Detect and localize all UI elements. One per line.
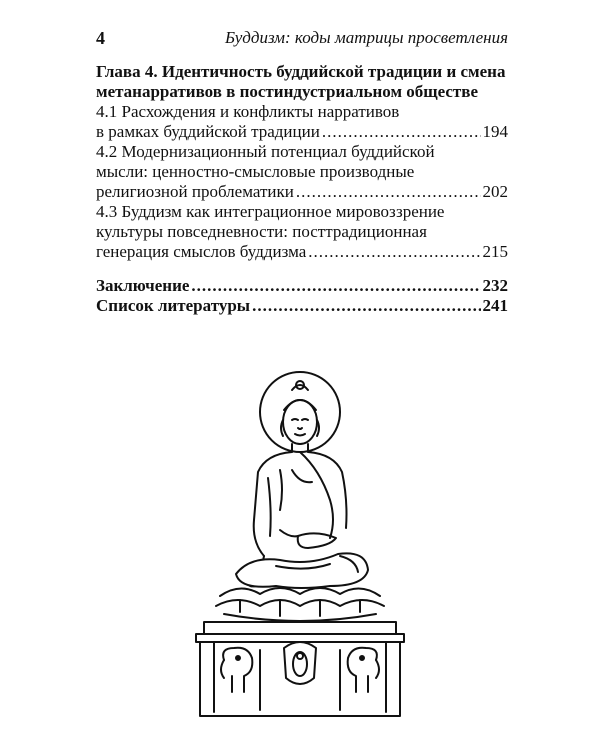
toc-entry-line: мысли: ценностно-смысловые производные — [96, 162, 415, 181]
toc-entry-text: религиозной проблематики — [96, 182, 294, 201]
toc-entry-line: 4.1 Расхождения и конфликты нарративов — [96, 102, 400, 121]
running-title: Буддизм: коды матрицы просветления — [224, 28, 508, 47]
toc-entry-line: культуры повседневности: посттрадиционная — [96, 222, 427, 241]
toc-entry-leader-line — [96, 122, 508, 142]
page-header — [96, 28, 508, 52]
toc-page-number: 215 — [482, 242, 508, 261]
page-number: 4 — [96, 28, 105, 48]
chapter-title-line: метанарративов в постиндустриальном обществе — [96, 82, 479, 101]
spacer — [96, 262, 508, 276]
toc-entry-leader-line — [96, 182, 508, 202]
toc-page-number: 232 — [482, 276, 508, 295]
toc-entry-line: 4.2 Модернизационный потенциал буддийской — [96, 142, 435, 161]
toc-entry-conclusion — [96, 276, 508, 296]
toc-entry-text: в рамках буддийской традиции — [96, 122, 320, 141]
elephant-icon — [348, 648, 377, 692]
toc-entry-leader-line — [96, 242, 508, 262]
chapter-title-line: Глава 4. Идентичность буддийской традиции и смена — [96, 62, 506, 81]
toc-entry-bibliography — [96, 296, 508, 316]
toc-entry-4-3 — [96, 202, 508, 262]
toc-entry-text: Список литературы — [96, 296, 251, 315]
buddha-illustration — [180, 360, 420, 720]
toc-page-number: 202 — [482, 182, 508, 201]
dot-leader — [322, 122, 481, 142]
dot-leader — [296, 182, 481, 202]
toc-page-number: 241 — [482, 296, 508, 315]
toc-page-number: 194 — [482, 122, 508, 141]
toc-entry-text: Заключение — [96, 276, 190, 295]
chapter-title — [96, 62, 508, 102]
elephant-icon — [223, 648, 252, 692]
dot-leader — [308, 242, 480, 262]
toc-entry-text: генерация смыслов буддизма — [96, 242, 307, 261]
toc-entry-4-1 — [96, 102, 508, 142]
dot-leader — [252, 296, 480, 316]
toc-entry-4-2 — [96, 142, 508, 202]
dot-leader — [191, 276, 480, 296]
toc-entry-line: 4.3 Буддизм как интеграционное мировоззрение — [96, 202, 445, 221]
table-of-contents — [96, 62, 508, 316]
